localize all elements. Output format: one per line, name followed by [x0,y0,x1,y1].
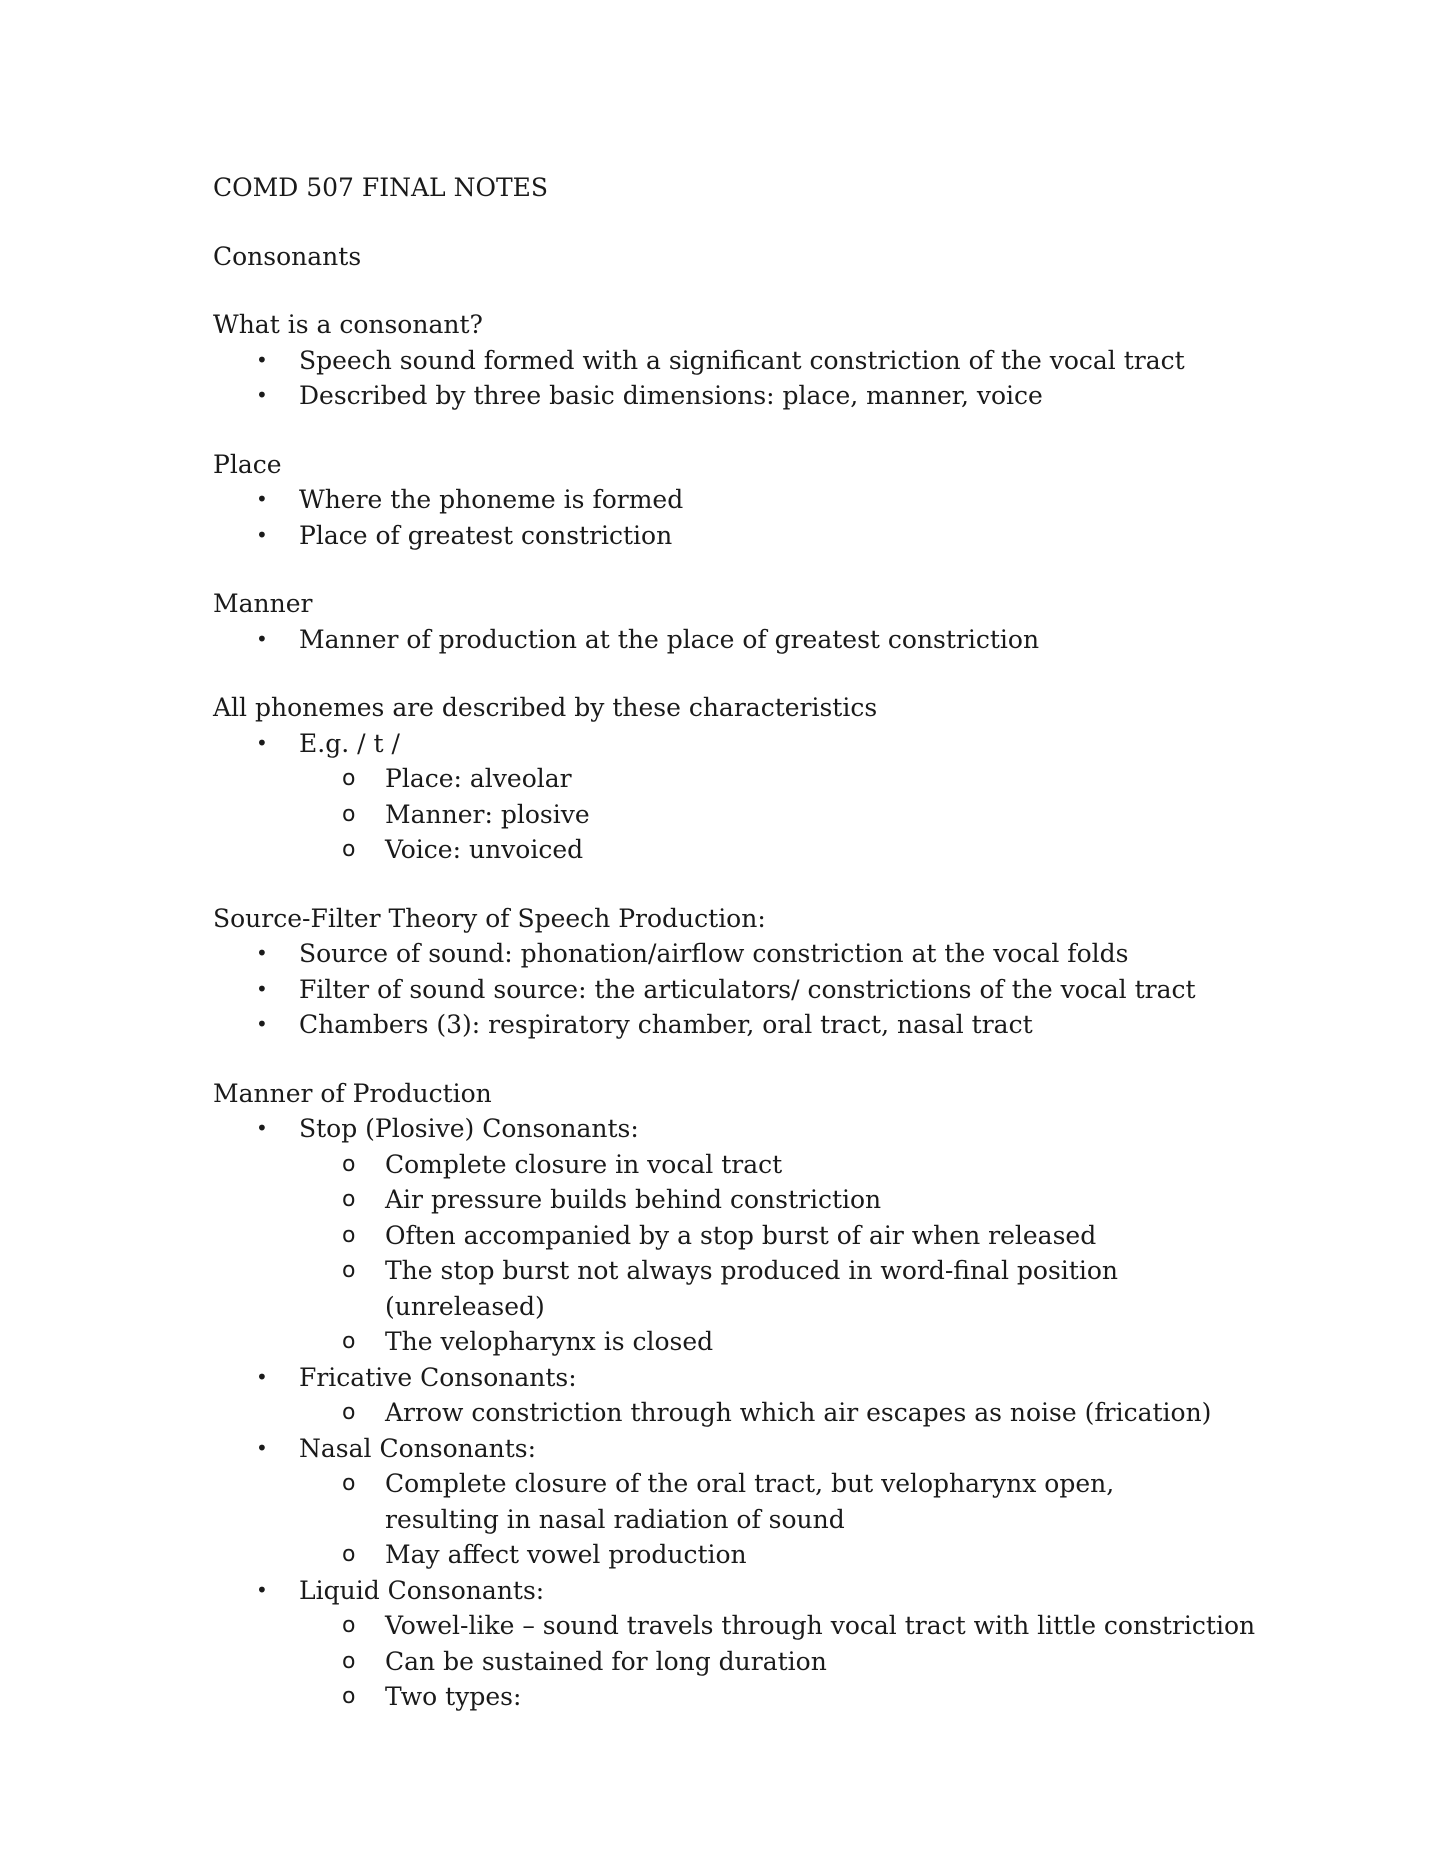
list-item-text: Liquid Consonants: [299,1575,545,1605]
sub-bullet-icon: o [342,1648,356,1674]
list-item-text: Fricative Consonants: [299,1362,577,1392]
sublist-item [299,1679,1263,1715]
list-item-text: Stop (Plosive) Consonants: [299,1114,639,1143]
sublist-item-text: The velopharynx is closed [385,1327,714,1356]
bullet-icon: • [256,1012,268,1036]
sublist-item-text: May affect vowel production [385,1540,747,1569]
list-item-text: Described by three basic dimensions: place, manner, voice [299,381,1043,410]
sublist-stop [299,1147,1263,1360]
list-item [213,1007,1263,1043]
sublist-item-text: Two types: [385,1682,522,1711]
sublist-item [299,1608,1263,1644]
list-item [213,972,1263,1008]
sublist-item-text: Voice: unvoiced [385,835,584,864]
document-page [213,170,1263,1715]
list-item [213,936,1263,972]
list-item [213,518,1263,554]
sublist-item [299,1253,1263,1324]
sublist-item [299,1182,1263,1218]
sublist-item [299,1537,1263,1573]
section-heading-consonants: Consonants [213,241,362,271]
spacer [213,414,1263,447]
sub-bullet-icon: o [342,1471,356,1496]
list-item-stop [213,1111,1263,1360]
sublist-fricative [299,1395,1263,1431]
sublist-item-text: Arrow constriction through which air escapes as noise (frication) [385,1398,1212,1427]
list-item [213,622,1263,658]
list-manner-of-production [213,1111,1263,1715]
list-place [213,482,1263,553]
list-item-text: Where the phoneme is formed [299,485,684,514]
sublist-item-text: Complete closure of the oral tract, but velopharynx open, resulting in nasal radiation of sound [385,1469,1115,1534]
sublist-nasal [299,1466,1263,1573]
sublist-item [299,1466,1263,1537]
sublist-item-text: The stop burst not always produced in word-final position (unreleased) [385,1256,1118,1321]
list-item-liquid [213,1573,1263,1715]
bullet-icon: • [256,522,268,547]
sublist-liquid [299,1608,1263,1715]
bullet-icon: • [256,347,268,372]
sub-bullet-icon: o [342,1151,356,1177]
bullet-icon: • [256,1116,268,1140]
sublist-item [299,797,1263,833]
list-item-text: Manner of production at the place of greatest constriction [299,624,1040,654]
sublist-item [299,1218,1263,1254]
list-item-text: E.g. / t / [299,728,400,758]
list-all-phonemes [213,726,1263,868]
sublist-item [299,1395,1263,1431]
sublist-item [299,761,1263,797]
spacer [213,1043,1263,1076]
sublist-item-text: Place: alveolar [385,764,572,793]
sub-bullet-icon: o [342,801,356,827]
list-item [213,378,1263,414]
sublist-example [299,761,1263,868]
sublist-item-text: Can be sustained for long duration [385,1646,827,1676]
heading-place: Place [213,449,282,479]
sub-bullet-icon: o [342,1329,356,1354]
sub-bullet-icon: o [342,1222,356,1248]
list-item-text: Source of sound: phonation/airflow constriction at the vocal folds [299,939,1129,968]
list-item-fricative [213,1360,1263,1431]
spacer [213,274,1263,307]
bullet-icon: • [256,626,268,651]
sublist-item-text: Air pressure builds behind constriction [385,1185,882,1214]
sub-bullet-icon: o [342,1542,356,1567]
spacer [213,553,1263,586]
sub-bullet-icon: o [342,837,356,862]
sublist-item-text: Manner: plosive [385,799,590,829]
sub-bullet-icon: o [342,1258,356,1283]
bullet-icon: • [256,941,268,965]
sublist-item-text: Often accompanied by a stop burst of air when released [385,1220,1097,1250]
bullet-icon: • [256,383,268,407]
list-what-is-consonant [213,343,1263,414]
bullet-icon: • [256,1364,268,1389]
list-item-nasal [213,1431,1263,1573]
heading-source-filter: Source-Filter Theory of Speech Production: [213,903,766,933]
sub-bullet-icon: o [342,1613,356,1638]
list-item-text: Place of greatest constriction [299,520,673,550]
list-manner [213,622,1263,658]
spacer [213,657,1263,690]
list-item [213,726,1263,868]
document-title: COMD 507 FINAL NOTES [213,173,548,202]
bullet-icon: • [256,976,268,1001]
sub-bullet-icon: o [342,766,356,791]
bullet-icon: • [256,1435,268,1460]
list-source-filter [213,936,1263,1043]
list-item-text: Speech sound formed with a significant constriction of the vocal tract [299,345,1185,375]
heading-all-phonemes: All phonemes are described by these characteristics [213,693,878,722]
heading-what-is-consonant: What is a consonant? [213,310,483,339]
list-item-text: Chambers (3): respiratory chamber, oral tract, nasal tract [299,1010,1033,1039]
sublist-item-text: Vowel-like – sound travels through vocal tract with little constriction [385,1611,1256,1640]
bullet-icon: • [256,487,268,511]
sublist-item [299,1644,1263,1680]
sublist-item [299,832,1263,868]
sublist-item [299,1147,1263,1183]
heading-manner-of-production: Manner of Production [213,1078,492,1108]
bullet-icon: • [256,730,268,755]
list-item [213,343,1263,379]
sub-bullet-icon: o [342,1684,356,1709]
heading-manner: Manner [213,589,313,618]
spacer [213,868,1263,901]
sub-bullet-icon: o [342,1400,356,1425]
list-item-text: Filter of sound source: the articulators/ constrictions of the vocal tract [299,974,1196,1004]
list-item [213,482,1263,518]
sublist-item [299,1324,1263,1360]
bullet-icon: • [256,1577,268,1602]
list-item-text: Nasal Consonants: [299,1433,537,1463]
sublist-item-text: Complete closure in vocal tract [385,1149,783,1179]
sub-bullet-icon: o [342,1187,356,1212]
